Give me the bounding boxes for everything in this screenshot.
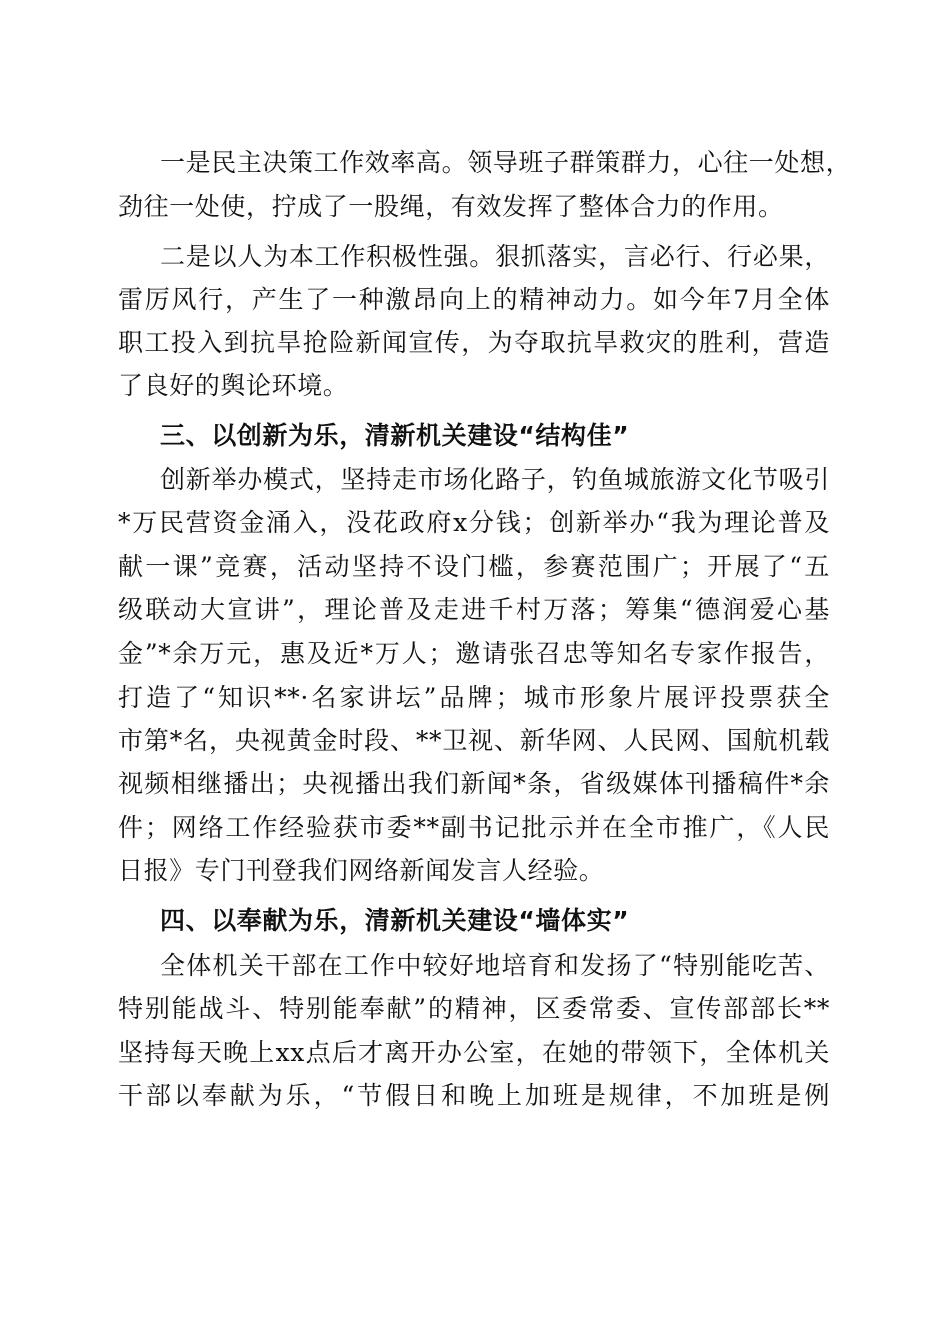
paragraph-line: 二是以人为本工作积极性强。狠抓落实，言必行、行必果，	[160, 242, 830, 271]
paragraph-line: 特别能战斗、特别能奉献”的精神，区委常委、宣传部部长**	[118, 994, 830, 1023]
paragraph-line: 一是民主决策工作效率高。领导班子群策群力，心往一处想，	[160, 148, 852, 177]
paragraph-line: 雷厉风行，产生了一种激昂向上的精神动力。如今年7月全体	[118, 285, 830, 314]
section-heading-3: 三、以创新为乐，清新机关建设“结构佳”	[160, 421, 630, 450]
paragraph-line: 市第*名，央视黄金时段、**卫视、新华网、人民网、国航机载	[118, 726, 830, 755]
paragraph-line: 劲往一处使，拧成了一股绳，有效发挥了整体合力的作用。	[118, 192, 784, 221]
paragraph-line: 献一课”竞赛，活动坚持不设门槛，参赛范围广；开展了“五	[118, 552, 830, 581]
paragraph-line: 创新举办模式，坚持走市场化路子，钓鱼城旅游文化节吸引	[160, 465, 830, 494]
paragraph-line: 件；网络工作经验获市委**副书记批示并在全市推广，《人民	[118, 813, 830, 842]
paragraph-line: 职工投入到抗旱抢险新闻宣传，为夺取抗旱救灾的胜利，营造	[118, 328, 830, 357]
paragraph-line: 打造了“知识**·名家讲坛”品牌；城市形象片展评投票获全	[118, 683, 830, 712]
paragraph-line: 日报》专门刊登我们网络新闻发言人经验。	[118, 856, 605, 885]
paragraph-line: 视频相继播出；央视播出我们新闻*条，省级媒体刊播稿件*余	[118, 769, 830, 798]
paragraph-line: 金”*余万元，惠及近*万人；邀请张召忠等知名专家作报告，	[118, 639, 830, 668]
section-heading-4: 四、以奉献为乐，清新机关建设“墙体实”	[160, 906, 630, 935]
paragraph-line: 全体机关干部在工作中较好地培育和发扬了“特别能吃苦、	[160, 951, 830, 980]
paragraph-line: 坚持每天晚上xx点后才离开办公室，在她的带领下，全体机关	[118, 1038, 830, 1067]
paragraph-line: 级联动大宣讲”，理论普及走进千村万落；筹集“德润爱心基	[118, 595, 830, 624]
paragraph-line: 干部以奉献为乐，“节假日和晚上加班是规律，不加班是例	[118, 1081, 830, 1110]
paragraph-line: *万民营资金涌入，没花政府x分钱；创新举办“我为理论普及	[118, 508, 830, 537]
paragraph-line: 了良好的舆论环境。	[118, 371, 349, 400]
